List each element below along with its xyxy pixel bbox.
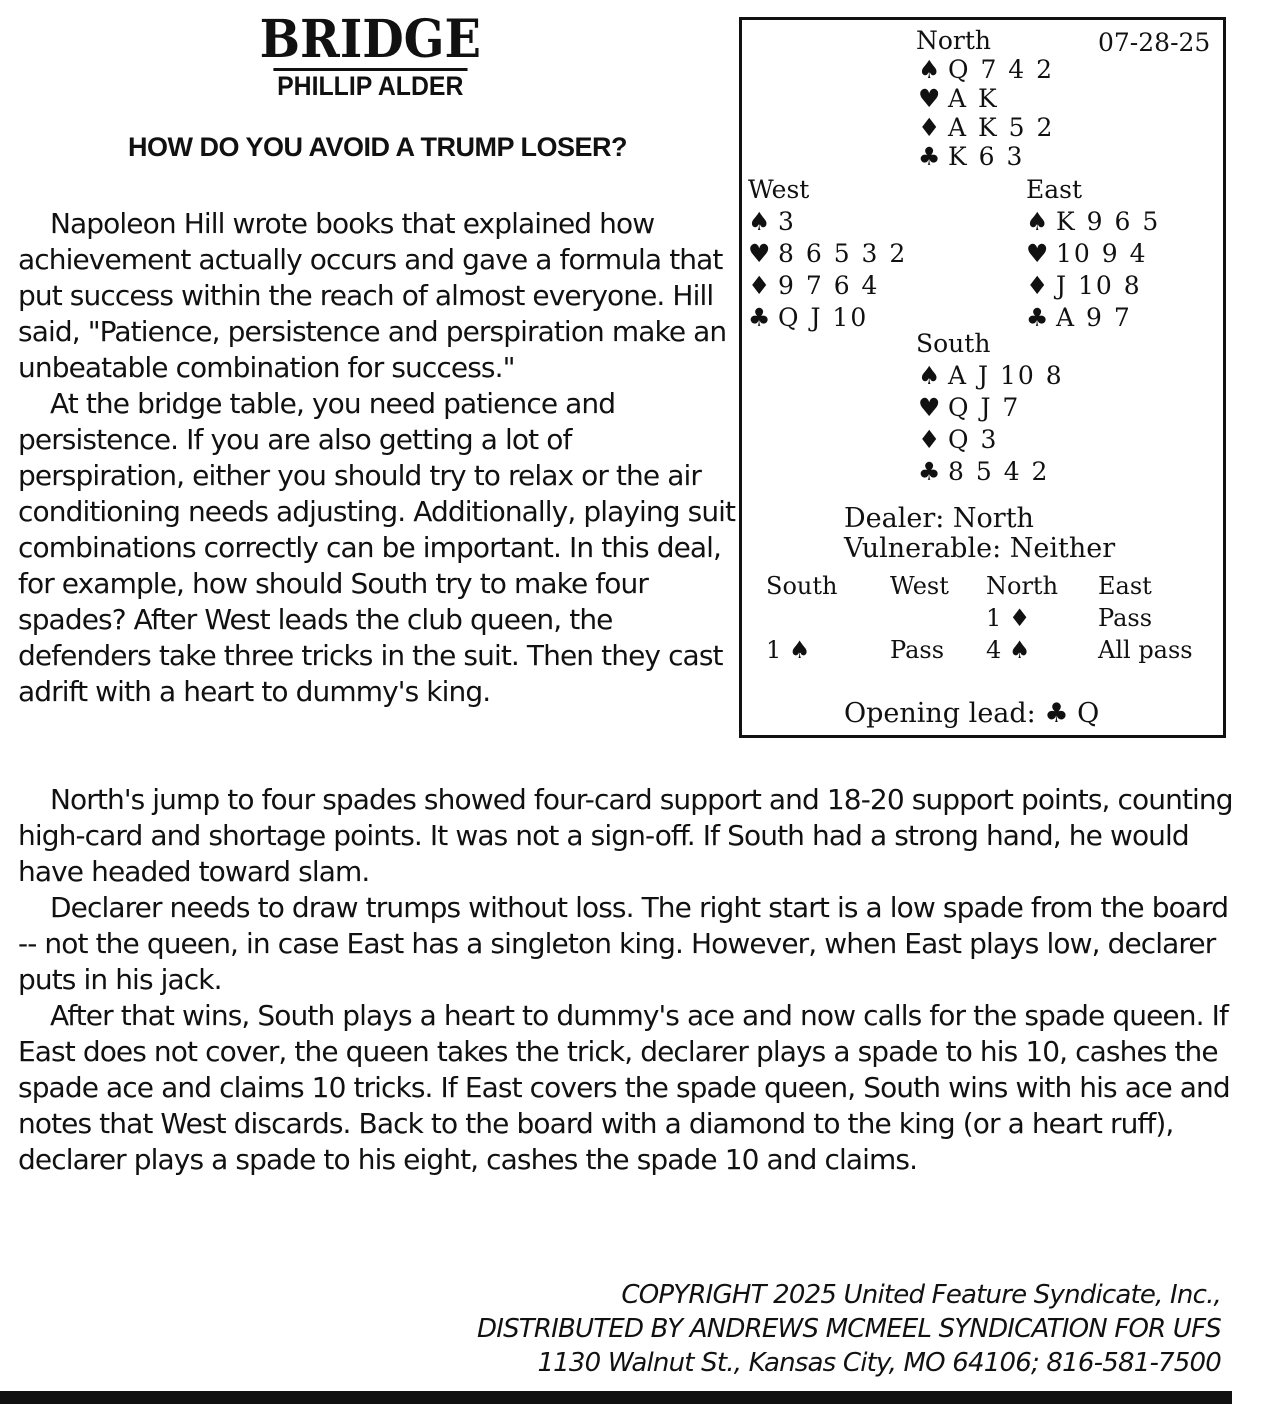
diamond-holding: J 10 8 <box>1056 271 1142 300</box>
hand-label: North <box>916 26 992 55</box>
heart-holding: 10 9 4 <box>1056 239 1148 268</box>
masthead <box>0 10 740 101</box>
hand-label: East <box>1026 175 1083 204</box>
copyright-notice <box>477 1278 1221 1380</box>
south-hand <box>916 328 1064 488</box>
auction-row <box>766 634 1193 666</box>
address-line: 1130 Walnut St., Kansas City, MO 64106; 816-581-7500 <box>537 1348 1221 1378</box>
diamond-icon: ♦ <box>748 271 773 300</box>
auction-header: East <box>1098 572 1152 600</box>
auction-call: Pass <box>890 636 945 664</box>
heart-holding: A K <box>948 84 999 113</box>
auction-call: All pass <box>1098 636 1193 664</box>
auction-header: South <box>766 572 838 600</box>
paragraph: Declarer needs to draw trumps without loss. The right start is a low spade from the board -- not the queen, in case East has a singleton king. However, when East plays low, declarer puts in his jack. <box>18 891 1229 996</box>
club-icon: ♣ <box>748 303 773 332</box>
diamond-holding: 9 7 6 4 <box>778 271 880 300</box>
auction-call: 1 ♠ <box>766 636 811 664</box>
auction-call <box>890 602 986 634</box>
auction-row <box>766 602 1193 634</box>
auction-header: West <box>890 572 949 600</box>
column-title: BRIDGE <box>259 9 481 70</box>
diamond-holding: Q 3 <box>948 425 999 454</box>
spade-icon: ♠ <box>918 55 943 84</box>
deal-date: 07-28-25 <box>1098 28 1211 57</box>
heart-holding: 8 6 5 3 2 <box>778 239 908 268</box>
spade-icon: ♠ <box>1026 207 1051 236</box>
auction-call: 1 ♦ <box>986 604 1031 632</box>
auction-header: North <box>986 572 1059 600</box>
spade-holding: A J 10 8 <box>948 361 1064 390</box>
auction-call <box>766 602 890 634</box>
club-icon: ♣ <box>918 142 943 171</box>
vulnerability-line: Vulnerable: Neither <box>844 533 1116 564</box>
paragraph: North's jump to four spades showed four-card support and 18-20 support points, counting high-card and shortage points. It was not a sign-off. If South had a strong hand, he would have headed toward slam. <box>18 783 1233 888</box>
spade-holding: Q 7 4 2 <box>948 55 1055 84</box>
diamond-holding: A K 5 2 <box>948 113 1055 142</box>
paragraph: After that wins, South plays a heart to dummy's ace and now calls for the spade queen. If East does not cover, the queen takes the trick, declarer plays a spade to his 10, cashes the spade ace and claims 10 tricks. If East covers the spade queen, South wins with his ace and notes that West discards. Back to the board with a diamond to the king (or a heart ruff), declarer plays a spade to his eight, cashes the spade 10 and claims. <box>18 999 1230 1176</box>
distribution-line: DISTRIBUTED BY ANDREWS MCMEEL SYNDICATION FOR UFS <box>477 1314 1221 1344</box>
spade-holding: 3 <box>778 207 796 236</box>
heart-icon: ♥ <box>1026 239 1051 268</box>
auction-call: Pass <box>1098 604 1153 632</box>
club-holding: 8 5 4 2 <box>948 457 1050 486</box>
spade-icon: ♠ <box>748 207 773 236</box>
diamond-icon: ♦ <box>918 113 943 142</box>
paragraph: Napoleon Hill wrote books that explained how achievement actually occurs and gave a formula that put success within the reach of almost everyone. Hill said, "Patience, persistence and perspiration make an unbeatable combination for success." <box>18 207 727 384</box>
dealer-line: Dealer: North <box>844 503 1034 534</box>
heart-holding: Q J 7 <box>948 393 1021 422</box>
author-byline: PHILLIP ALDER <box>273 68 467 101</box>
heart-icon: ♥ <box>748 239 773 268</box>
club-holding: Q J 10 <box>778 303 869 332</box>
body-text <box>18 782 1238 1178</box>
west-hand <box>748 174 907 334</box>
spade-icon: ♠ <box>918 361 943 390</box>
club-holding: A 9 7 <box>1056 303 1132 332</box>
auction-table <box>766 570 1193 666</box>
north-hand <box>916 26 1054 171</box>
auction-header-row <box>766 570 1193 602</box>
copyright-line: COPYRIGHT 2025 United Feature Syndicate, Inc., <box>621 1280 1221 1310</box>
headline: HOW DO YOU AVOID A TRUMP LOSER? <box>127 132 628 162</box>
diamond-icon: ♦ <box>918 425 943 454</box>
heart-icon: ♥ <box>918 84 943 113</box>
heart-icon: ♥ <box>918 393 943 422</box>
auction-call: 4 ♠ <box>986 636 1031 664</box>
diamond-icon: ♦ <box>1026 271 1051 300</box>
club-icon: ♣ <box>918 457 943 486</box>
hand-label: West <box>748 175 810 204</box>
deal-conditions <box>844 504 1115 564</box>
club-holding: K 6 3 <box>948 142 1025 171</box>
paragraph: At the bridge table, you need patience and persistence. If you are also getting a lot of perspiration, either you should try to relax or the air conditioning needs adjusting. Additionally, playing suit combinations correctly can be important. In this deal, for example, how should South try to make four spades? After West leads the club queen, the defenders take three tricks in the suit. Then they cast adrift with a heart to dummy's king. <box>18 387 736 708</box>
deal-diagram <box>739 17 1226 738</box>
hand-label: South <box>916 329 991 358</box>
lead-text <box>18 206 738 710</box>
club-icon: ♣ <box>1026 303 1051 332</box>
opening-lead: Opening lead: ♣ Q <box>844 698 1100 729</box>
east-hand <box>1026 174 1160 334</box>
spade-holding: K 9 6 5 <box>1056 207 1161 236</box>
bottom-rule <box>0 1391 1232 1404</box>
